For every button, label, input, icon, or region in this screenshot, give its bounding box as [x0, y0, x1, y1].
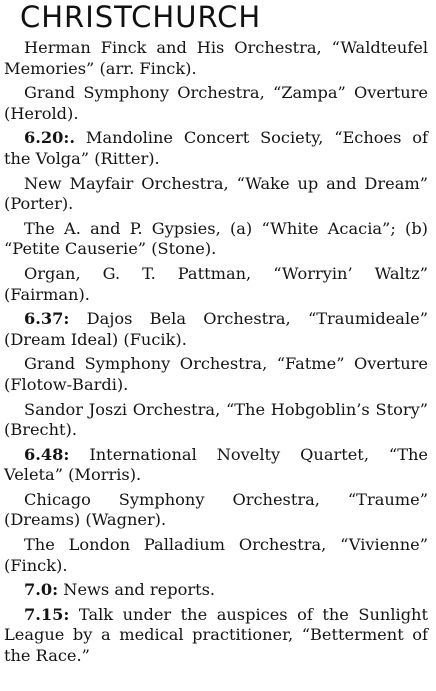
programme-entry	[4, 490, 428, 531]
programme-entry	[4, 354, 428, 395]
entry-text: Organ, G. T. Pattman, “Worryin’ Waltz” (Fairman).	[4, 263, 428, 304]
entry-text: International Novelty Quartet, “The Veleta” (Morris).	[4, 444, 428, 485]
entry-text: Herman Finck and His Orchestra, “Waldteufel Memories” (arr. Finck).	[4, 38, 428, 78]
programme-entry	[4, 174, 428, 215]
programme-entry	[4, 445, 428, 486]
entry-time: 6.48:	[24, 444, 70, 464]
station-heading: CHRISTCHURCH	[20, 0, 262, 34]
entry-text: Grand Symphony Orchestra, “Fatme” Overture (Flotow-Bardi).	[4, 354, 428, 394]
entry-text: Mandoline Concert Society, “Echoes of the Volga” (Ritter).	[4, 128, 428, 168]
programme-entry	[4, 83, 428, 124]
entry-time: 6.20:.	[24, 128, 76, 148]
programme-entry	[4, 128, 428, 169]
entry-text: The London Palladium Orchestra, “Vivienne” (Finck).	[4, 535, 428, 575]
programme-entry	[4, 219, 428, 260]
programme-entry	[4, 605, 428, 667]
programme-entry	[4, 580, 428, 601]
entry-text: News and reports.	[58, 580, 216, 600]
programme-entry	[4, 535, 428, 576]
programme-entry	[4, 38, 428, 79]
programme-list	[4, 38, 428, 671]
entry-text: Grand Symphony Orchestra, “Zampa” Overture (Herold).	[4, 83, 428, 123]
entry-text: Chicago Symphony Orchestra, “Traume” (Dreams) (Wagner).	[4, 489, 428, 530]
entry-text: Sandor Joszi Orchestra, “The Hobgoblin’s Story” (Brecht).	[4, 399, 428, 440]
entry-text: New Mayfair Orchestra, “Wake up and Dream” (Porter).	[4, 173, 428, 214]
programme-entry	[4, 264, 428, 305]
entry-text: Dajos Bela Orchestra, “Traumideale” (Dream Ideal) (Fucik).	[4, 309, 428, 349]
entry-time: 7.15:	[24, 604, 70, 624]
programme-entry	[4, 400, 428, 441]
programme-entry	[4, 309, 428, 350]
entry-time: 7.0:	[24, 580, 59, 600]
entry-text: Talk under the auspices of the Sunlight League by a medical practitioner, “Betterment of the Race.”	[4, 604, 428, 666]
entry-time: 6.37:	[24, 309, 70, 329]
entry-text: The A. and P. Gypsies, (a) “White Acacia”; (b) “Petite Causerie” (Stone).	[4, 218, 428, 259]
